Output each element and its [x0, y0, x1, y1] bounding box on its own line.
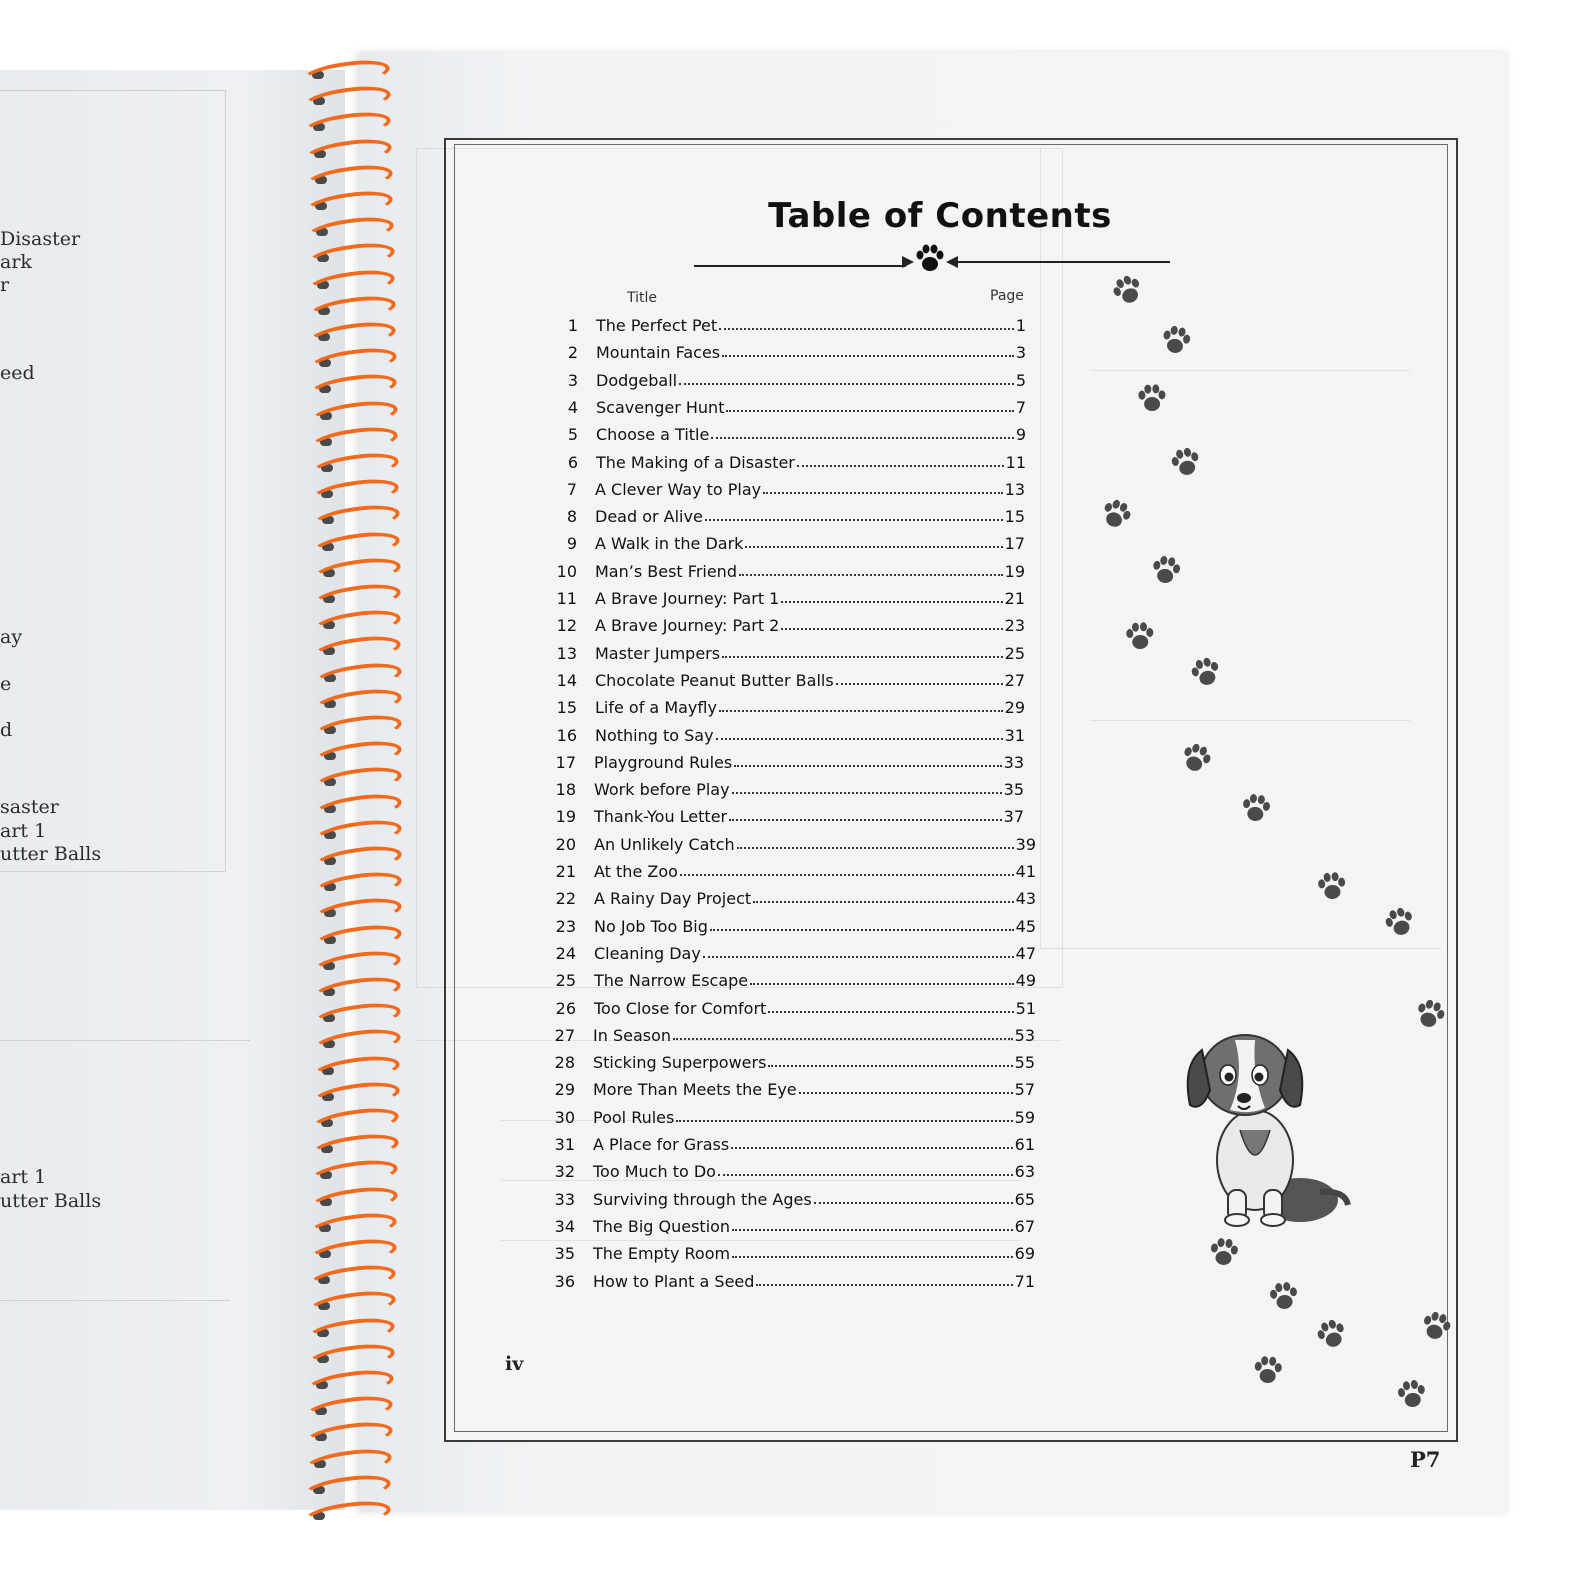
toc-entry-title: Dodgeball — [596, 370, 678, 390]
spiral-coil — [306, 898, 406, 924]
page-title: Table of Contents — [768, 196, 1112, 236]
toc-entry-page: 5 — [1015, 370, 1026, 390]
toc-dot-leader — [836, 683, 1003, 685]
toc-entry-number: 6 — [567, 452, 578, 472]
toc-dot-leader — [729, 819, 1002, 821]
spiral-coil — [306, 872, 406, 898]
toc-entry-page: 43 — [1015, 889, 1036, 909]
toc-entry-page: 25 — [1004, 643, 1025, 663]
spiral-coil — [302, 1160, 402, 1186]
spiral-coil — [305, 610, 405, 636]
toc-entry-page: 59 — [1014, 1107, 1035, 1127]
spiral-coil — [298, 217, 398, 243]
left-page-text: e — [0, 673, 12, 695]
toc-entry-title: Too Much to Do — [593, 1162, 716, 1182]
toc-entry-number: 20 — [555, 834, 576, 854]
paw-print-icon — [1238, 792, 1274, 826]
toc-dot-leader — [716, 738, 1003, 740]
toc-entry — [547, 639, 1025, 663]
left-page-text: art 1 — [0, 820, 47, 842]
column-header-title: Title — [627, 290, 658, 306]
toc-entry-page: 31 — [1004, 725, 1025, 745]
toc-entry-title: Chocolate Peanut Butter Balls — [595, 670, 834, 690]
toc-entry-title: Too Close for Comfort — [594, 998, 767, 1018]
toc-entry-page: 63 — [1014, 1162, 1035, 1182]
toc-entry-title: Cleaning Day — [594, 943, 701, 963]
toc-entry-number: 3 — [567, 370, 578, 390]
toc-entry — [545, 1075, 1035, 1099]
spiral-coil — [299, 243, 399, 269]
left-page-text: ay — [0, 626, 23, 648]
toc-entry — [545, 1130, 1035, 1154]
toc-dot-leader — [797, 465, 1004, 467]
toc-entry — [546, 775, 1024, 799]
toc-entry-title: In Season — [593, 1025, 672, 1045]
title-divider-left — [694, 265, 906, 267]
toc-dot-leader — [799, 1092, 1013, 1094]
spiral-coil — [300, 322, 400, 348]
toc-entry-title: A Clever Way to Play — [595, 479, 762, 499]
toc-dot-leader — [719, 710, 1003, 712]
spiral-coil — [306, 820, 406, 846]
toc-entry-page: 49 — [1015, 971, 1036, 991]
spiral-coil — [306, 794, 406, 820]
spiral-coil — [295, 112, 395, 138]
toc-entry-number: 19 — [555, 807, 576, 827]
toc-entry — [546, 912, 1036, 936]
toc-dot-leader — [750, 983, 1013, 985]
toc-entry-number: 28 — [554, 1053, 575, 1073]
toc-entry-page: 21 — [1004, 589, 1025, 608]
toc-entry — [547, 693, 1025, 717]
spiral-coil — [301, 1213, 401, 1239]
toc-entry-number: 24 — [555, 943, 576, 963]
toc-entry — [548, 311, 1026, 335]
toc-entry — [548, 338, 1026, 362]
toc-entry-title: Mountain Faces — [596, 343, 721, 363]
paw-print-icon — [1148, 553, 1185, 588]
toc-entry-title: At the Zoo — [594, 862, 678, 881]
toc-dot-leader — [732, 1229, 1013, 1231]
spiral-coil — [303, 453, 403, 479]
spiral-coil — [295, 1501, 395, 1527]
spiral-coil — [299, 1344, 399, 1370]
toc-entry-page: 51 — [1015, 998, 1036, 1018]
toc-entry-number: 1 — [567, 316, 578, 335]
toc-dot-leader — [718, 1174, 1013, 1176]
spiral-coil — [297, 165, 397, 191]
toc-entry — [545, 1239, 1035, 1263]
toc-entry-title: The Making of a Disaster — [596, 452, 795, 472]
left-page-text: ark — [0, 251, 32, 273]
toc-entry — [546, 884, 1036, 908]
left-page-faint-rule — [0, 1040, 250, 1041]
toc-entry-page: 41 — [1015, 862, 1036, 881]
toc-entry-page: 67 — [1014, 1216, 1035, 1236]
spiral-coil — [296, 139, 396, 165]
toc-entry-number: 29 — [554, 1080, 575, 1100]
spiral-coil — [306, 689, 406, 715]
toc-entry — [545, 1048, 1035, 1072]
toc-entry-title: Surviving through the Ages — [593, 1189, 812, 1209]
toc-entry-page: 53 — [1014, 1025, 1035, 1045]
toc-entry-page: 55 — [1014, 1053, 1035, 1073]
spiral-coil — [300, 296, 400, 322]
toc-entry — [547, 666, 1025, 690]
toc-entry-title: Sticking Superpowers — [593, 1053, 767, 1073]
spiral-coil — [296, 1449, 396, 1475]
page-label: P7 — [1410, 1447, 1441, 1472]
paw-print-icon — [1266, 1280, 1301, 1314]
spiral-coil — [305, 558, 405, 584]
paw-print-icon — [1207, 1236, 1242, 1269]
spiral-coil — [295, 1475, 395, 1501]
spiral-coil — [297, 1422, 397, 1448]
left-page-text: saster — [0, 796, 59, 818]
spiral-coil — [301, 1239, 401, 1265]
spiral-coil — [306, 663, 406, 689]
spiral-coil — [306, 741, 406, 767]
toc-entry — [547, 611, 1025, 635]
toc-entry-number: 16 — [556, 725, 577, 745]
toc-dot-leader — [745, 546, 1002, 548]
toc-entry-page: 17 — [1004, 534, 1025, 554]
paw-print-icon — [1251, 1355, 1285, 1387]
toc-entry-number: 34 — [554, 1216, 575, 1236]
toc-dot-leader — [737, 847, 1014, 849]
spiral-coil — [305, 951, 405, 977]
column-header-page: Page — [990, 288, 1024, 304]
toc-entry-page: 33 — [1003, 752, 1024, 772]
toc-entry-number: 13 — [556, 643, 577, 663]
toc-entry — [547, 584, 1025, 608]
toc-entry — [547, 721, 1025, 745]
toc-entry-page: 39 — [1015, 834, 1036, 854]
toc-dot-leader — [705, 519, 1003, 521]
paw-print-icon — [1315, 871, 1349, 904]
toc-entry-page: 23 — [1004, 616, 1025, 636]
toc-entry — [546, 830, 1036, 854]
toc-entry — [547, 502, 1025, 526]
toc-dot-leader — [676, 1120, 1012, 1122]
spiral-coil — [297, 1396, 397, 1422]
toc-entry — [546, 994, 1036, 1018]
toc-dot-leader — [732, 792, 1002, 794]
spiral-coil — [306, 767, 406, 793]
spiral-coil — [305, 1003, 405, 1029]
toc-entry — [548, 448, 1026, 472]
toc-entry — [548, 393, 1026, 417]
left-page-faint-rule — [0, 1300, 230, 1301]
paw-print-icon — [1136, 384, 1169, 415]
toc-entry-page: 15 — [1004, 507, 1025, 527]
toc-entry-page: 3 — [1015, 343, 1026, 363]
toc-entry-page: 13 — [1004, 479, 1025, 499]
toc-entry-title: A Brave Journey: Part 1 — [595, 589, 780, 608]
title-divider-arrow-right — [946, 256, 958, 268]
toc-dot-leader — [756, 1284, 1012, 1286]
toc-entry-number: 11 — [556, 589, 577, 608]
toc-entry-page: 7 — [1015, 397, 1026, 417]
toc-entry-number: 32 — [554, 1162, 575, 1182]
toc-entry-number: 33 — [554, 1189, 575, 1209]
spiral-coil — [303, 479, 403, 505]
toc-entry-page: 19 — [1004, 561, 1025, 581]
left-page-text: utter Balls — [0, 1190, 102, 1212]
toc-dot-leader — [768, 1011, 1013, 1013]
spiral-coil — [304, 1056, 404, 1082]
toc-entry-number: 22 — [555, 889, 576, 909]
toc-dot-leader — [680, 874, 1014, 876]
toc-entry-page: 47 — [1015, 943, 1036, 963]
spiral-coil — [295, 86, 395, 112]
toc-entry-title: Dead or Alive — [595, 507, 703, 527]
toc-entry-number: 27 — [554, 1025, 575, 1045]
toc-entry-number: 4 — [567, 397, 578, 417]
toc-entry-number: 31 — [554, 1135, 575, 1154]
toc-entry-title: Scavenger Hunt — [596, 397, 725, 417]
spiral-coil — [297, 191, 397, 217]
spiral-coil — [294, 60, 394, 86]
spiral-coil — [304, 532, 404, 558]
toc-entry-title: Pool Rules — [593, 1107, 675, 1127]
spiral-coil — [302, 401, 402, 427]
toc-dot-leader — [731, 1147, 1012, 1149]
toc-dot-leader — [679, 383, 1014, 385]
paw-print-icon — [1394, 1378, 1430, 1413]
toc-entry — [548, 366, 1026, 390]
toc-dot-leader — [710, 929, 1014, 931]
toc-entry-page: 65 — [1014, 1189, 1035, 1209]
toc-entry — [547, 529, 1025, 553]
toc-entry-number: 21 — [555, 862, 576, 881]
title-divider-right — [956, 261, 1170, 263]
toc-entry — [545, 1185, 1035, 1209]
toc-entry — [546, 857, 1036, 881]
toc-entry-number: 30 — [554, 1107, 575, 1127]
toc-entry-title: The Empty Room — [593, 1244, 731, 1264]
spiral-coil — [304, 1082, 404, 1108]
toc-dot-leader — [734, 765, 1001, 767]
toc-entry — [545, 1267, 1035, 1291]
toc-entry-page: 57 — [1014, 1080, 1035, 1100]
paw-print-icon — [914, 244, 946, 274]
spiral-coil — [305, 636, 405, 662]
toc-entry — [547, 475, 1025, 499]
toc-entry-number: 26 — [555, 998, 576, 1018]
toc-entry-page: 69 — [1014, 1244, 1035, 1264]
page-number: iv — [505, 1353, 524, 1375]
toc-entry-title: Life of a Mayfly — [595, 698, 717, 718]
spiral-coil — [302, 427, 402, 453]
toc-entry-number: 25 — [555, 971, 576, 991]
show-through-rule — [1090, 370, 1410, 371]
toc-entry-title: Man’s Best Friend — [595, 561, 737, 581]
toc-entry-number: 23 — [555, 916, 576, 936]
spiral-ring — [302, 1497, 392, 1533]
toc-entry-title: Work before Play — [594, 780, 730, 800]
toc-entry-title: A Rainy Day Project — [594, 889, 752, 909]
toc-entry-page: 71 — [1014, 1271, 1035, 1291]
toc-entry-title: The Narrow Escape — [594, 971, 749, 991]
toc-entry-number: 17 — [555, 752, 576, 772]
toc-entry-number: 7 — [566, 479, 577, 499]
toc-dot-leader — [753, 901, 1013, 903]
toc-dot-leader — [726, 410, 1013, 412]
spiral-coil — [306, 846, 406, 872]
toc-entry-number: 8 — [566, 507, 577, 527]
spiral-coil — [298, 1370, 398, 1396]
toc-dot-leader — [703, 956, 1014, 958]
toc-entry-number: 9 — [566, 534, 577, 554]
toc-entry-number: 12 — [556, 616, 577, 636]
toc-entry-title: A Walk in the Dark — [595, 534, 744, 554]
toc-entry-title: An Unlikely Catch — [594, 834, 735, 854]
faint-footer-text — [1260, 1452, 1265, 1470]
spiral-coil — [300, 1291, 400, 1317]
toc-entry-page: 9 — [1015, 425, 1026, 445]
toc-entry-title: Master Jumpers — [595, 643, 721, 663]
spiral-coil — [306, 925, 406, 951]
toc-entry-title: No Job Too Big — [594, 916, 708, 936]
toc-entry-page: 27 — [1004, 670, 1025, 690]
spiral-coil — [305, 977, 405, 1003]
toc-entry-page: 61 — [1014, 1135, 1035, 1154]
left-page-text: art 1 — [0, 1166, 47, 1188]
toc-entry-title: The Big Question — [593, 1216, 731, 1236]
toc-entry-number: 10 — [556, 561, 577, 581]
spiral-coil — [300, 1265, 400, 1291]
left-page-text: utter Balls — [0, 843, 102, 865]
spiral-coil — [306, 715, 406, 741]
show-through-rule — [1090, 720, 1410, 721]
left-page-text: r — [0, 274, 10, 296]
toc-entry-title: How to Plant a Seed — [593, 1271, 755, 1291]
spiral-coil — [302, 1187, 402, 1213]
toc-entry-title: Thank-You Letter — [594, 807, 728, 827]
spiral-coil — [303, 1108, 403, 1134]
toc-entry-title: Nothing to Say — [595, 725, 714, 745]
toc-dot-leader — [722, 355, 1014, 357]
toc-entry — [547, 557, 1025, 581]
toc-entry-number: 15 — [556, 698, 577, 718]
toc-entry — [546, 748, 1024, 772]
toc-entry — [546, 939, 1036, 963]
toc-entry-page: 29 — [1004, 698, 1025, 718]
toc-entry-number: 2 — [567, 343, 578, 363]
toc-entry-number: 35 — [554, 1244, 575, 1264]
spiral-coil — [299, 270, 399, 296]
toc-entry-page: 37 — [1003, 807, 1024, 827]
paw-print-icon — [1157, 323, 1195, 359]
toc-entry-title: A Place for Grass — [593, 1135, 730, 1154]
toc-dot-leader — [781, 628, 1002, 630]
toc-dot-leader — [732, 1256, 1013, 1258]
toc-entry-number: 14 — [556, 670, 577, 690]
toc-entry — [545, 1212, 1035, 1236]
toc-entry-page: 35 — [1003, 780, 1024, 800]
toc-dot-leader — [719, 328, 1014, 330]
toc-entry-page: 1 — [1015, 316, 1026, 335]
toc-dot-leader — [763, 492, 1003, 494]
toc-entry — [545, 1157, 1035, 1181]
toc-entry-title: The Perfect Pet — [596, 316, 718, 335]
toc-entry-number: 5 — [567, 425, 578, 445]
toc-dot-leader — [673, 1038, 1013, 1040]
toc-entry — [546, 966, 1036, 990]
spiral-coil — [303, 1134, 403, 1160]
spiral-coil — [305, 584, 405, 610]
toc-entry-title: More Than Meets the Eye — [593, 1080, 797, 1100]
puppy-illustration — [1180, 1020, 1360, 1230]
toc-entry-title: A Brave Journey: Part 2 — [595, 616, 780, 636]
left-page-text: d — [0, 719, 13, 741]
toc-entry-title: Choose a Title — [596, 425, 710, 445]
left-page-faint-box — [0, 90, 226, 872]
toc-dot-leader — [781, 601, 1002, 603]
left-page-text: Disaster — [0, 228, 81, 250]
toc-entry — [546, 802, 1024, 826]
paw-print-icon — [1123, 621, 1157, 653]
spiral-coil — [299, 1318, 399, 1344]
spiral-coil — [301, 374, 401, 400]
toc-entry — [545, 1103, 1035, 1127]
toc-entry-title: Playground Rules — [594, 752, 733, 772]
toc-entry-number: 18 — [555, 780, 576, 800]
spiral-binding — [300, 60, 400, 1530]
left-page-text: eed — [0, 362, 35, 384]
toc-dot-leader — [814, 1202, 1013, 1204]
toc-entry-page: 11 — [1005, 452, 1026, 472]
toc-dot-leader — [722, 656, 1003, 658]
title-divider-arrow-left — [902, 256, 914, 268]
spiral-coil — [305, 1029, 405, 1055]
toc-dot-leader — [768, 1065, 1012, 1067]
toc-entry — [548, 420, 1026, 444]
spiral-coil — [301, 348, 401, 374]
show-through-box — [1040, 148, 1441, 949]
toc-dot-leader — [711, 437, 1013, 439]
toc-entry — [545, 1021, 1035, 1045]
toc-entry-page: 45 — [1015, 916, 1036, 936]
toc-dot-leader — [739, 574, 1003, 576]
spiral-coil — [304, 505, 404, 531]
toc-entry-number: 36 — [554, 1271, 575, 1291]
